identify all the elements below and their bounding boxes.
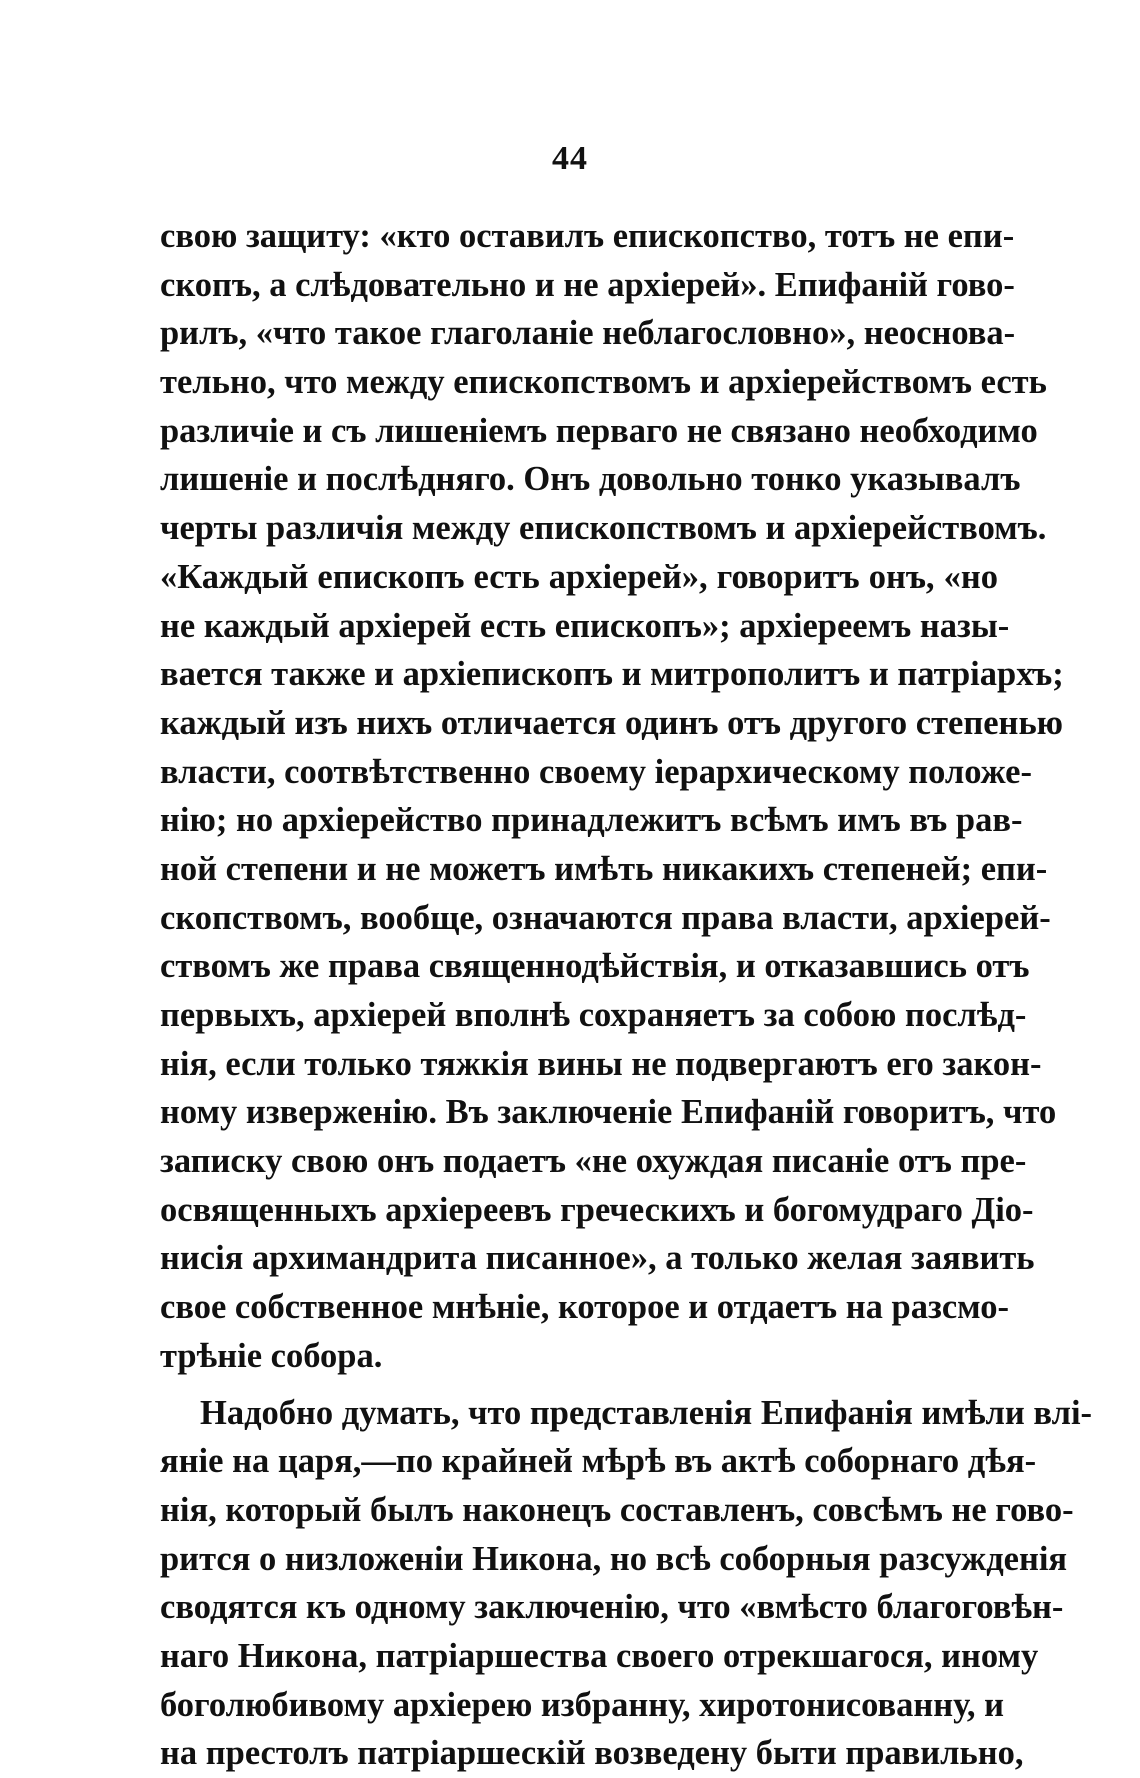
text-line: освященныхъ архіереевъ греческихъ и богомудраго Діо- bbox=[160, 1186, 998, 1235]
text-line: нія, который былъ наконецъ составленъ, совсѣмъ не гово- bbox=[160, 1486, 998, 1535]
text-line: «Каждый епископъ есть архіерей», говоритъ онъ, «но bbox=[160, 553, 998, 602]
text-line: черты различія между епископствомъ и архіерействомъ. bbox=[160, 504, 998, 553]
text-line: трѣніе собора. bbox=[160, 1332, 998, 1381]
text-line: записку свою онъ подаетъ «не охуждая писаніе отъ пре- bbox=[160, 1137, 998, 1186]
text-line: каждый изъ нихъ отличается одинъ отъ другого степенью bbox=[160, 699, 998, 748]
text-line: нія, если только тяжкія вины не подвергаютъ его закон- bbox=[160, 1040, 998, 1089]
text-line: свою защиту: «кто оставилъ епископство, тотъ не епи- bbox=[160, 212, 998, 261]
text-line: ной степени и не можетъ имѣть никакихъ степеней; епи- bbox=[160, 845, 998, 894]
text-line: рится о низложеніи Никона, но всѣ соборныя разсужденія bbox=[160, 1535, 998, 1584]
text-line: Надобно думать, что представленія Епифанія имѣли влі- bbox=[160, 1389, 998, 1438]
text-line: нію; но архіерейство принадлежитъ всѣмъ имъ въ рав- bbox=[160, 796, 998, 845]
text-line: наго Никона, патріаршества своего отрекшагося, иному bbox=[160, 1632, 998, 1681]
text-line: свое собственное мнѣніе, которое и отдаетъ на разсмо- bbox=[160, 1283, 998, 1332]
text-line: ствомъ же права священнодѣйствія, и отказавшись отъ bbox=[160, 942, 998, 991]
text-line: первыхъ, архіерей вполнѣ сохраняетъ за собою послѣд- bbox=[160, 991, 998, 1040]
text-line: тельно, что между епископствомъ и архіерействомъ есть bbox=[160, 358, 998, 407]
text-line: яніе на царя,—по крайней мѣрѣ въ актѣ соборнаго дѣя- bbox=[160, 1437, 998, 1486]
text-line: боголюбивому архіерею избранну, хиротонисованну, и bbox=[160, 1681, 998, 1730]
text-line: скопъ, а слѣдовательно и не архіерей». Епифаній гово- bbox=[160, 261, 998, 310]
text-block bbox=[160, 212, 998, 1778]
text-line: ному изверженію. Въ заключеніе Епифаній говоритъ, что bbox=[160, 1088, 998, 1137]
text-line: власти, соотвѣтственно своему іерархическому положе- bbox=[160, 748, 998, 797]
text-line: различіе и съ лишеніемъ перваго не связано необходимо bbox=[160, 407, 998, 456]
paragraph-gap bbox=[160, 1381, 998, 1389]
page-number: 44 bbox=[0, 140, 1140, 178]
text-line: на престолъ патріаршескій возведену быти правильно, bbox=[160, 1729, 998, 1778]
paragraph-2 bbox=[160, 1389, 998, 1778]
text-line: не каждый архіерей есть епископъ»; архіереемъ назы- bbox=[160, 602, 998, 651]
paragraph-1 bbox=[160, 212, 998, 1381]
text-line: нисія архимандрита писанное», а только желая заявить bbox=[160, 1234, 998, 1283]
text-line: скопствомъ, вообще, означаются права власти, архіерей- bbox=[160, 894, 998, 943]
text-line: вается также и архіепископъ и митрополитъ и патріархъ; bbox=[160, 650, 998, 699]
text-line: сводятся къ одному заключенію, что «вмѣсто благоговѣн- bbox=[160, 1583, 998, 1632]
text-line: лишеніе и послѣдняго. Онъ довольно тонко указывалъ bbox=[160, 455, 998, 504]
text-line: рилъ, «что такое глаголаніе неблагословно», неоснова- bbox=[160, 309, 998, 358]
